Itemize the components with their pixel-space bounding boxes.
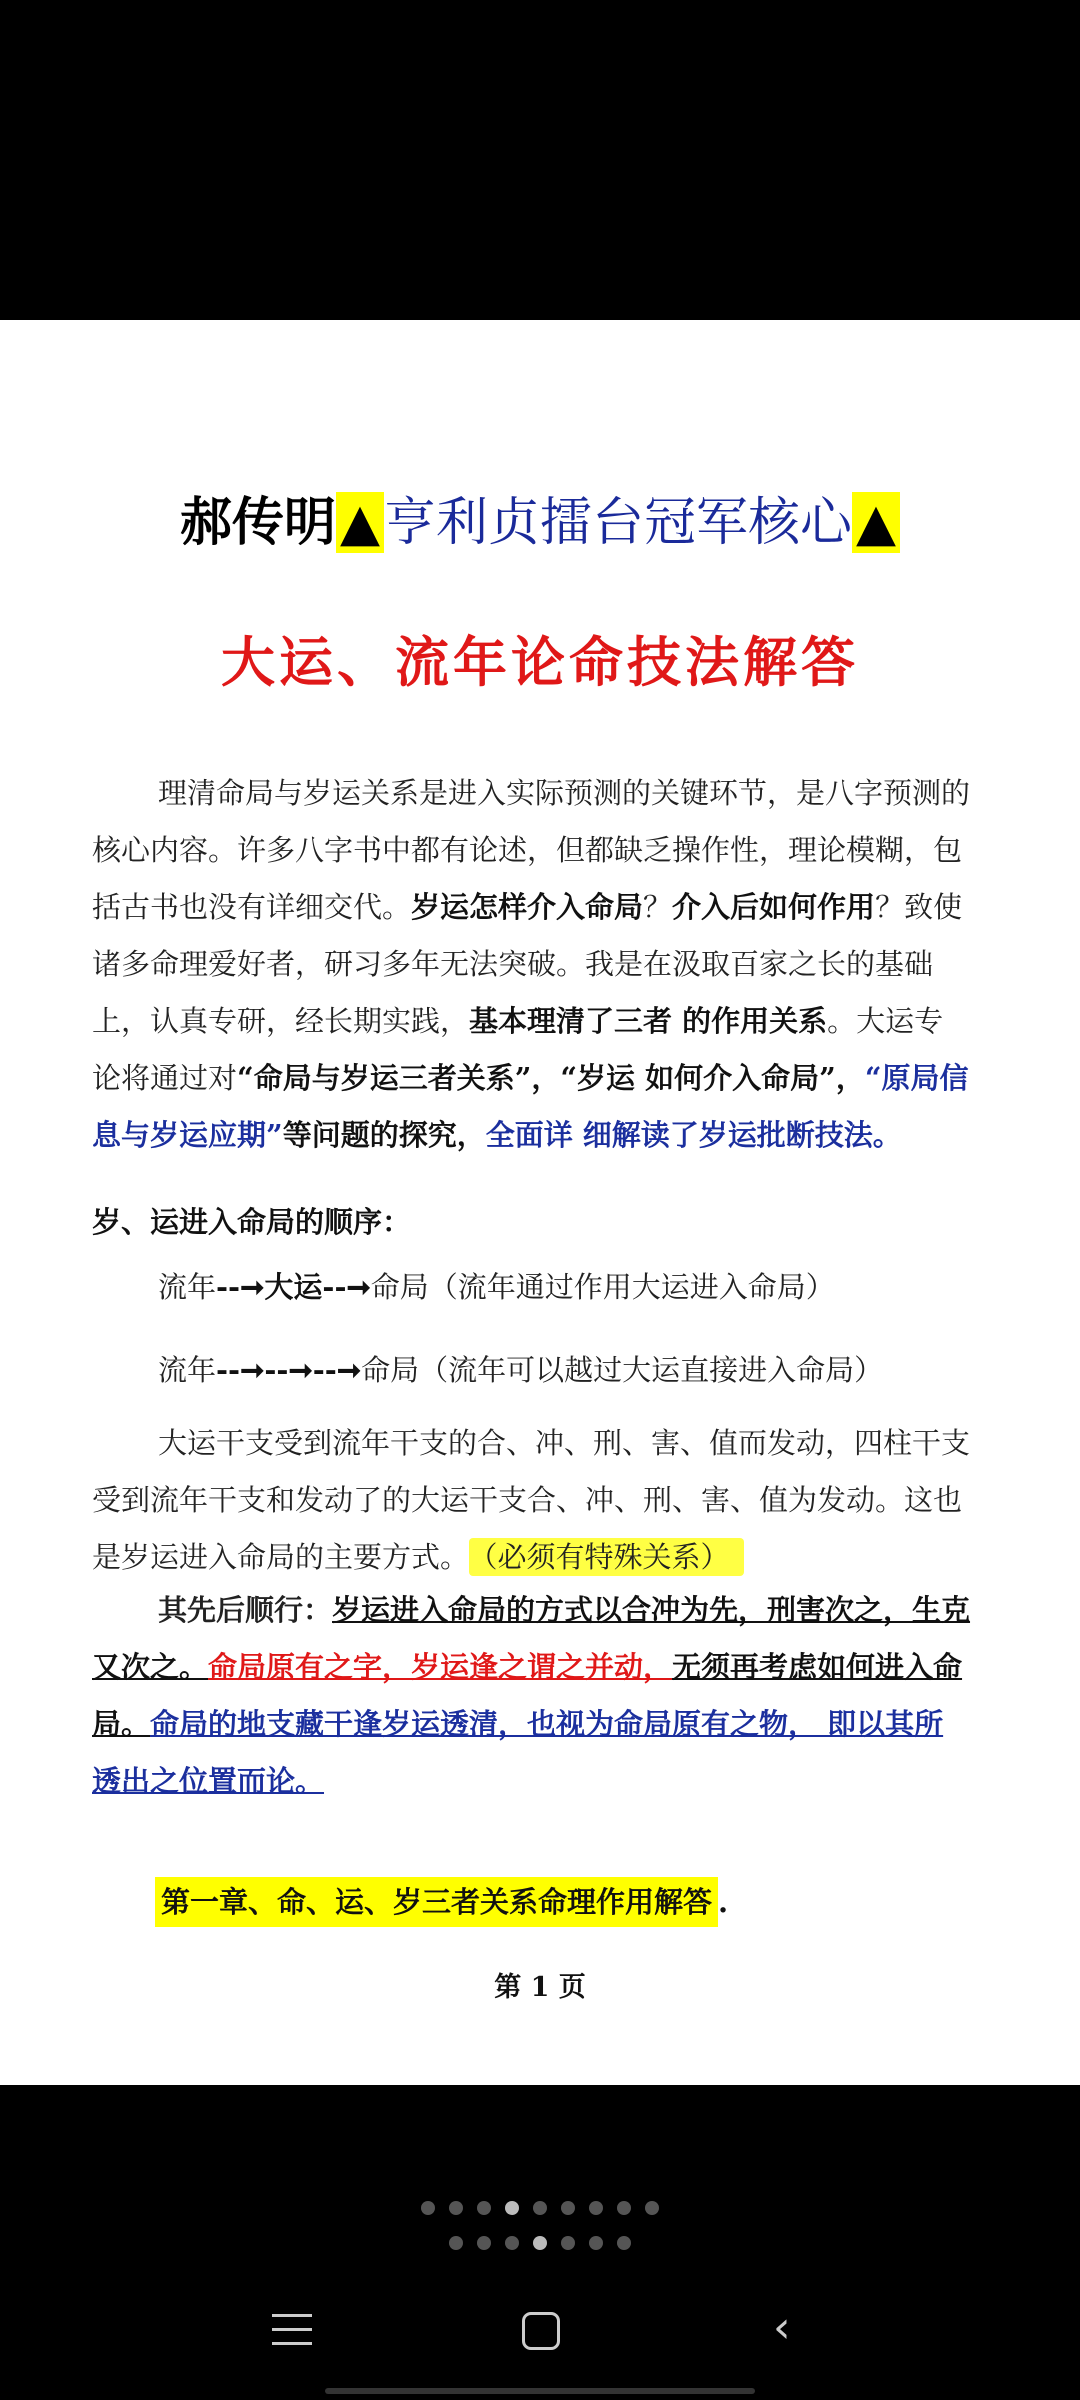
page-dot[interactable] (477, 2201, 491, 2215)
gesture-bar (325, 2388, 755, 2394)
sequence-red-text: 命局原有之字，岁运逢之谓之并动， (208, 1650, 673, 1684)
home-icon[interactable] (522, 2312, 560, 2350)
flow2-end: 命局（流年可以越过大运直接进入命局） (361, 1353, 884, 1387)
page-dot[interactable] (477, 2236, 491, 2250)
intro-text-4: 。大运专论将通过对 (92, 1004, 944, 1095)
intro-text-3: ？致使诸多命理爱好者，研习多年无法突破。我是在汲取百家之长的基础上，认真专研，经长期实践， (92, 890, 963, 1038)
intro-paragraph (92, 765, 972, 1164)
highlight-note: （必须有特殊关系） (469, 1538, 744, 1576)
title-blue-text: 亨利贞擂台冠军核心 (384, 493, 853, 553)
mechanism-text: 大运干支受到流年干支的合、冲、刑、害、值而发动，四柱干支受到流年干支和发动了的大运干支合、冲、刑、害、值为发动。这也是岁运进入命局的主要方式。 (92, 1426, 971, 1574)
intro-blue-2: 全面详 细解读了岁运批断技法。 (485, 1118, 902, 1152)
flow1-end: 命局（流年通过作用大运进入命局） (370, 1270, 835, 1304)
flow1-middle: 大运 (264, 1270, 323, 1304)
author-name: 郝传明 (179, 492, 336, 553)
document-title (0, 475, 1080, 571)
flow-line-1 (158, 1265, 835, 1306)
page-dot[interactable] (561, 2236, 575, 2250)
chapter-heading (155, 1880, 728, 1921)
page-dot[interactable] (449, 2201, 463, 2215)
page-dot[interactable] (645, 2201, 659, 2215)
arrow-icon: --➞ (322, 1270, 371, 1304)
arrow-icon: --➞ (216, 1270, 265, 1304)
page-dot-active[interactable] (533, 2236, 547, 2250)
page-indicator-row-2 (0, 2235, 1080, 2254)
page-dot[interactable] (449, 2236, 463, 2250)
page-dot[interactable] (421, 2201, 435, 2215)
mechanism-paragraph (92, 1415, 972, 1586)
document-subtitle: 大运、流年论命技法解答 (221, 630, 859, 694)
system-nav-bar (0, 2300, 1080, 2370)
intro-bold-5: 等问题的探究， (282, 1118, 486, 1152)
flow1-start: 流年 (158, 1270, 217, 1304)
flow-line-2 (158, 1348, 883, 1389)
page-dot[interactable] (589, 2201, 603, 2215)
page-dot-active[interactable] (505, 2201, 519, 2215)
triangle-icon: ▲ (336, 492, 384, 553)
back-icon[interactable]: ‹ (773, 2302, 791, 2353)
intro-bold-3: 基本理清了三者 的作用关系 (469, 1004, 828, 1038)
page-dot[interactable] (617, 2236, 631, 2250)
intro-blue-1: “原局信息与岁运应期” (92, 1061, 969, 1152)
sequence-black-text-2: 无须再考虑如何进入命局。 (92, 1650, 963, 1741)
page-dot[interactable] (589, 2236, 603, 2250)
page-dot[interactable] (505, 2236, 519, 2250)
chapter-dot: . (718, 1885, 729, 1919)
page-number: 第 1 页 (494, 1972, 586, 2003)
sequence-lead: 其先后顺行： (158, 1593, 333, 1627)
intro-text-1: 理清命局与岁运关系是进入实际预测的关键环节，是八字预测的核心内容。许多八字书中都有论述，但都缺乏操作性，理论模糊，包括古书也没有详细交代。 (92, 776, 971, 924)
page-dot[interactable] (561, 2201, 575, 2215)
page-dot[interactable] (533, 2201, 547, 2215)
flow2-start: 流年 (158, 1353, 217, 1387)
order-heading: 岁、运进入命局的顺序： (92, 1205, 412, 1239)
intro-bold-1: 岁运怎样介入命局 (411, 890, 644, 924)
page-indicator-row-1 (0, 2200, 1080, 2219)
intro-text-2: ？ (643, 890, 673, 924)
arrow-icon: --➞--➞--➞ (216, 1353, 362, 1387)
sequence-blue-text: 命局的地支藏干逢岁运透清，也视为命局原有之物， 即以其所透出之位置而论。 (92, 1707, 944, 1798)
document-page (0, 320, 1080, 2085)
recent-apps-icon[interactable] (272, 2314, 312, 2356)
sequence-paragraph (92, 1582, 972, 1810)
intro-bold-2: 介入后如何作用 (672, 890, 876, 924)
sequence-black-text: 岁运进入命局的方式以合冲为先，刑害次之，生克又次之。 (92, 1593, 971, 1684)
triangle-icon: ▲ (852, 492, 900, 553)
intro-bold-4: “命局与岁运三者关系”，“岁运 如何介入命局”， (237, 1061, 865, 1095)
page-dot[interactable] (617, 2201, 631, 2215)
chapter-title: 第一章、命、运、岁三者关系命理作用解答 (155, 1877, 718, 1927)
